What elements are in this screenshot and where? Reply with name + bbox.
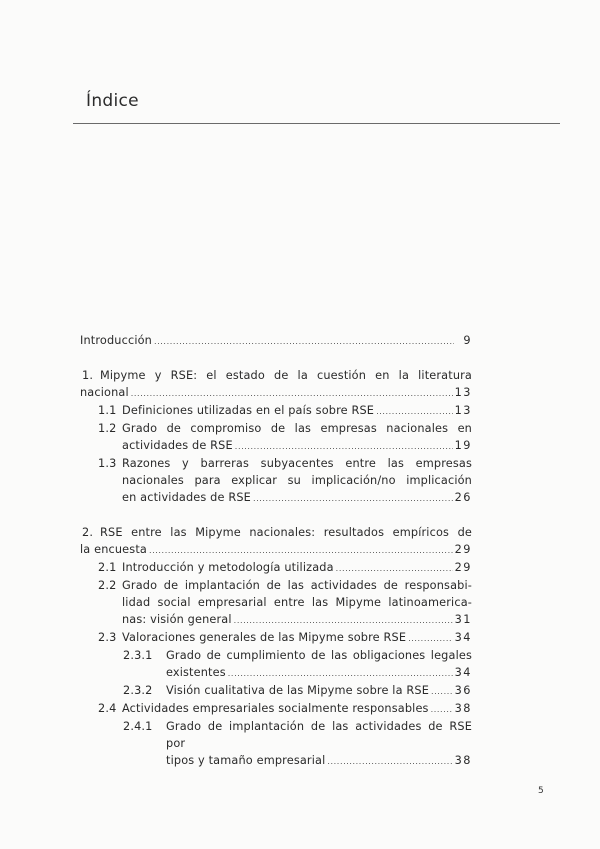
toc-entry-2-4-1[interactable] bbox=[80, 718, 472, 770]
toc-entry-title-cont: actividades de RSE bbox=[122, 439, 233, 452]
toc-entry-number: 2.1 bbox=[98, 561, 117, 574]
toc-entry-title: Visión cualitativa de las Mipyme sobre la RSE bbox=[166, 684, 429, 697]
toc-entry-page: 36 bbox=[454, 684, 472, 697]
page-number: 5 bbox=[538, 786, 544, 796]
toc-entry-number: 1.3 bbox=[98, 457, 117, 470]
toc-entry-number: 2.3.1 bbox=[123, 649, 153, 662]
toc-entry-number: 1. bbox=[82, 369, 94, 382]
leader-dots bbox=[235, 438, 453, 455]
toc-entry-page: 9 bbox=[463, 334, 472, 347]
toc-entry-2-3[interactable] bbox=[80, 629, 472, 647]
toc-entry-title-cont: lidad social empresarial entre las Mipyme latinoamerica- bbox=[122, 596, 472, 609]
leader-dots bbox=[131, 385, 453, 402]
toc-entry-title-cont: la encuesta bbox=[80, 543, 147, 556]
toc-entry-page: 19 bbox=[454, 439, 472, 452]
leader-dots bbox=[149, 542, 453, 559]
toc-entry-2[interactable] bbox=[80, 524, 472, 559]
leader-dots bbox=[154, 333, 454, 350]
leader-dots bbox=[327, 753, 452, 770]
toc-entry-page: 29 bbox=[454, 543, 472, 556]
toc-entry-title-cont: nacional bbox=[80, 386, 129, 399]
toc-entry-2-2[interactable] bbox=[80, 577, 472, 629]
toc-entry-title-cont: nas: visión general bbox=[122, 613, 232, 626]
leader-dots bbox=[431, 683, 453, 700]
toc-entry-page: 26 bbox=[454, 491, 472, 504]
toc-entry-number: 1.1 bbox=[98, 404, 117, 417]
table-of-contents bbox=[80, 332, 472, 770]
toc-entry-title: Introducción bbox=[80, 334, 152, 347]
toc-entry-title: Introducción y metodología utilizada bbox=[122, 561, 334, 574]
toc-entry-title: Razones y barreras subyacentes entre las empresas bbox=[122, 457, 472, 470]
toc-entry-page: 29 bbox=[454, 561, 472, 574]
toc-entry-1[interactable] bbox=[80, 367, 472, 402]
leader-dots bbox=[431, 701, 453, 718]
leader-dots bbox=[408, 630, 453, 647]
toc-entry-title: RSE entre las Mipyme nacionales: resultados empíricos de bbox=[100, 526, 472, 539]
toc-entry-page: 38 bbox=[454, 702, 472, 715]
toc-entry-1-3[interactable] bbox=[80, 455, 472, 507]
toc-entry-page: 34 bbox=[454, 631, 472, 644]
toc-entry-1-2[interactable] bbox=[80, 420, 472, 455]
toc-entry-title: Grado de implantación de las actividades de RSE por bbox=[166, 720, 472, 750]
toc-entry-title: Grado de implantación de las actividades de responsabi- bbox=[122, 579, 472, 592]
toc-entry-number: 2.4 bbox=[98, 702, 117, 715]
leader-dots bbox=[253, 490, 453, 507]
toc-entry-page: 38 bbox=[454, 754, 472, 767]
toc-entry-title-cont: tipos y tamaño empresarial bbox=[166, 754, 326, 767]
toc-entry-title: Actividades empresariales socialmente responsables bbox=[122, 702, 429, 715]
leader-dots bbox=[228, 665, 453, 682]
toc-entry-title-cont: en actividades de RSE bbox=[122, 491, 251, 504]
leader-dots bbox=[234, 612, 453, 629]
toc-entry-2-3-2[interactable] bbox=[80, 682, 472, 700]
toc-entry-title: Valoraciones generales de las Mipyme sobre RSE bbox=[122, 631, 407, 644]
toc-entry-number: 2.3 bbox=[98, 631, 117, 644]
toc-entry-intro[interactable] bbox=[80, 332, 472, 350]
toc-entry-page: 13 bbox=[454, 404, 472, 417]
page-title: Índice bbox=[86, 91, 139, 111]
toc-entry-2-3-1[interactable] bbox=[80, 647, 472, 682]
toc-entry-title-cont: nacionales para explicar su implicación/no implicación bbox=[122, 474, 472, 487]
title-rule bbox=[73, 123, 560, 124]
toc-entry-1-1[interactable] bbox=[80, 402, 472, 420]
toc-entry-title: Grado de compromiso de las empresas nacionales en bbox=[122, 422, 472, 435]
toc-entry-number: 2.2 bbox=[98, 579, 117, 592]
toc-entry-page: 34 bbox=[454, 666, 472, 679]
leader-dots bbox=[336, 560, 453, 577]
leader-dots bbox=[376, 403, 453, 420]
toc-entry-title: Definiciones utilizadas en el país sobre RSE bbox=[122, 404, 375, 417]
toc-entry-number: 2. bbox=[82, 526, 94, 539]
toc-entry-number: 1.2 bbox=[98, 422, 117, 435]
toc-entry-number: 2.3.2 bbox=[123, 684, 153, 697]
toc-entry-2-1[interactable] bbox=[80, 559, 472, 577]
toc-entry-page: 31 bbox=[454, 613, 472, 626]
toc-entry-2-4[interactable] bbox=[80, 700, 472, 718]
toc-entry-title-cont: existentes bbox=[166, 666, 226, 679]
toc-entry-title: Mipyme y RSE: el estado de la cuestión en la literatura bbox=[100, 369, 472, 382]
toc-entry-page: 13 bbox=[454, 386, 472, 399]
toc-entry-title: Grado de cumplimiento de las obligaciones legales bbox=[166, 649, 472, 662]
toc-entry-number: 2.4.1 bbox=[123, 720, 153, 733]
